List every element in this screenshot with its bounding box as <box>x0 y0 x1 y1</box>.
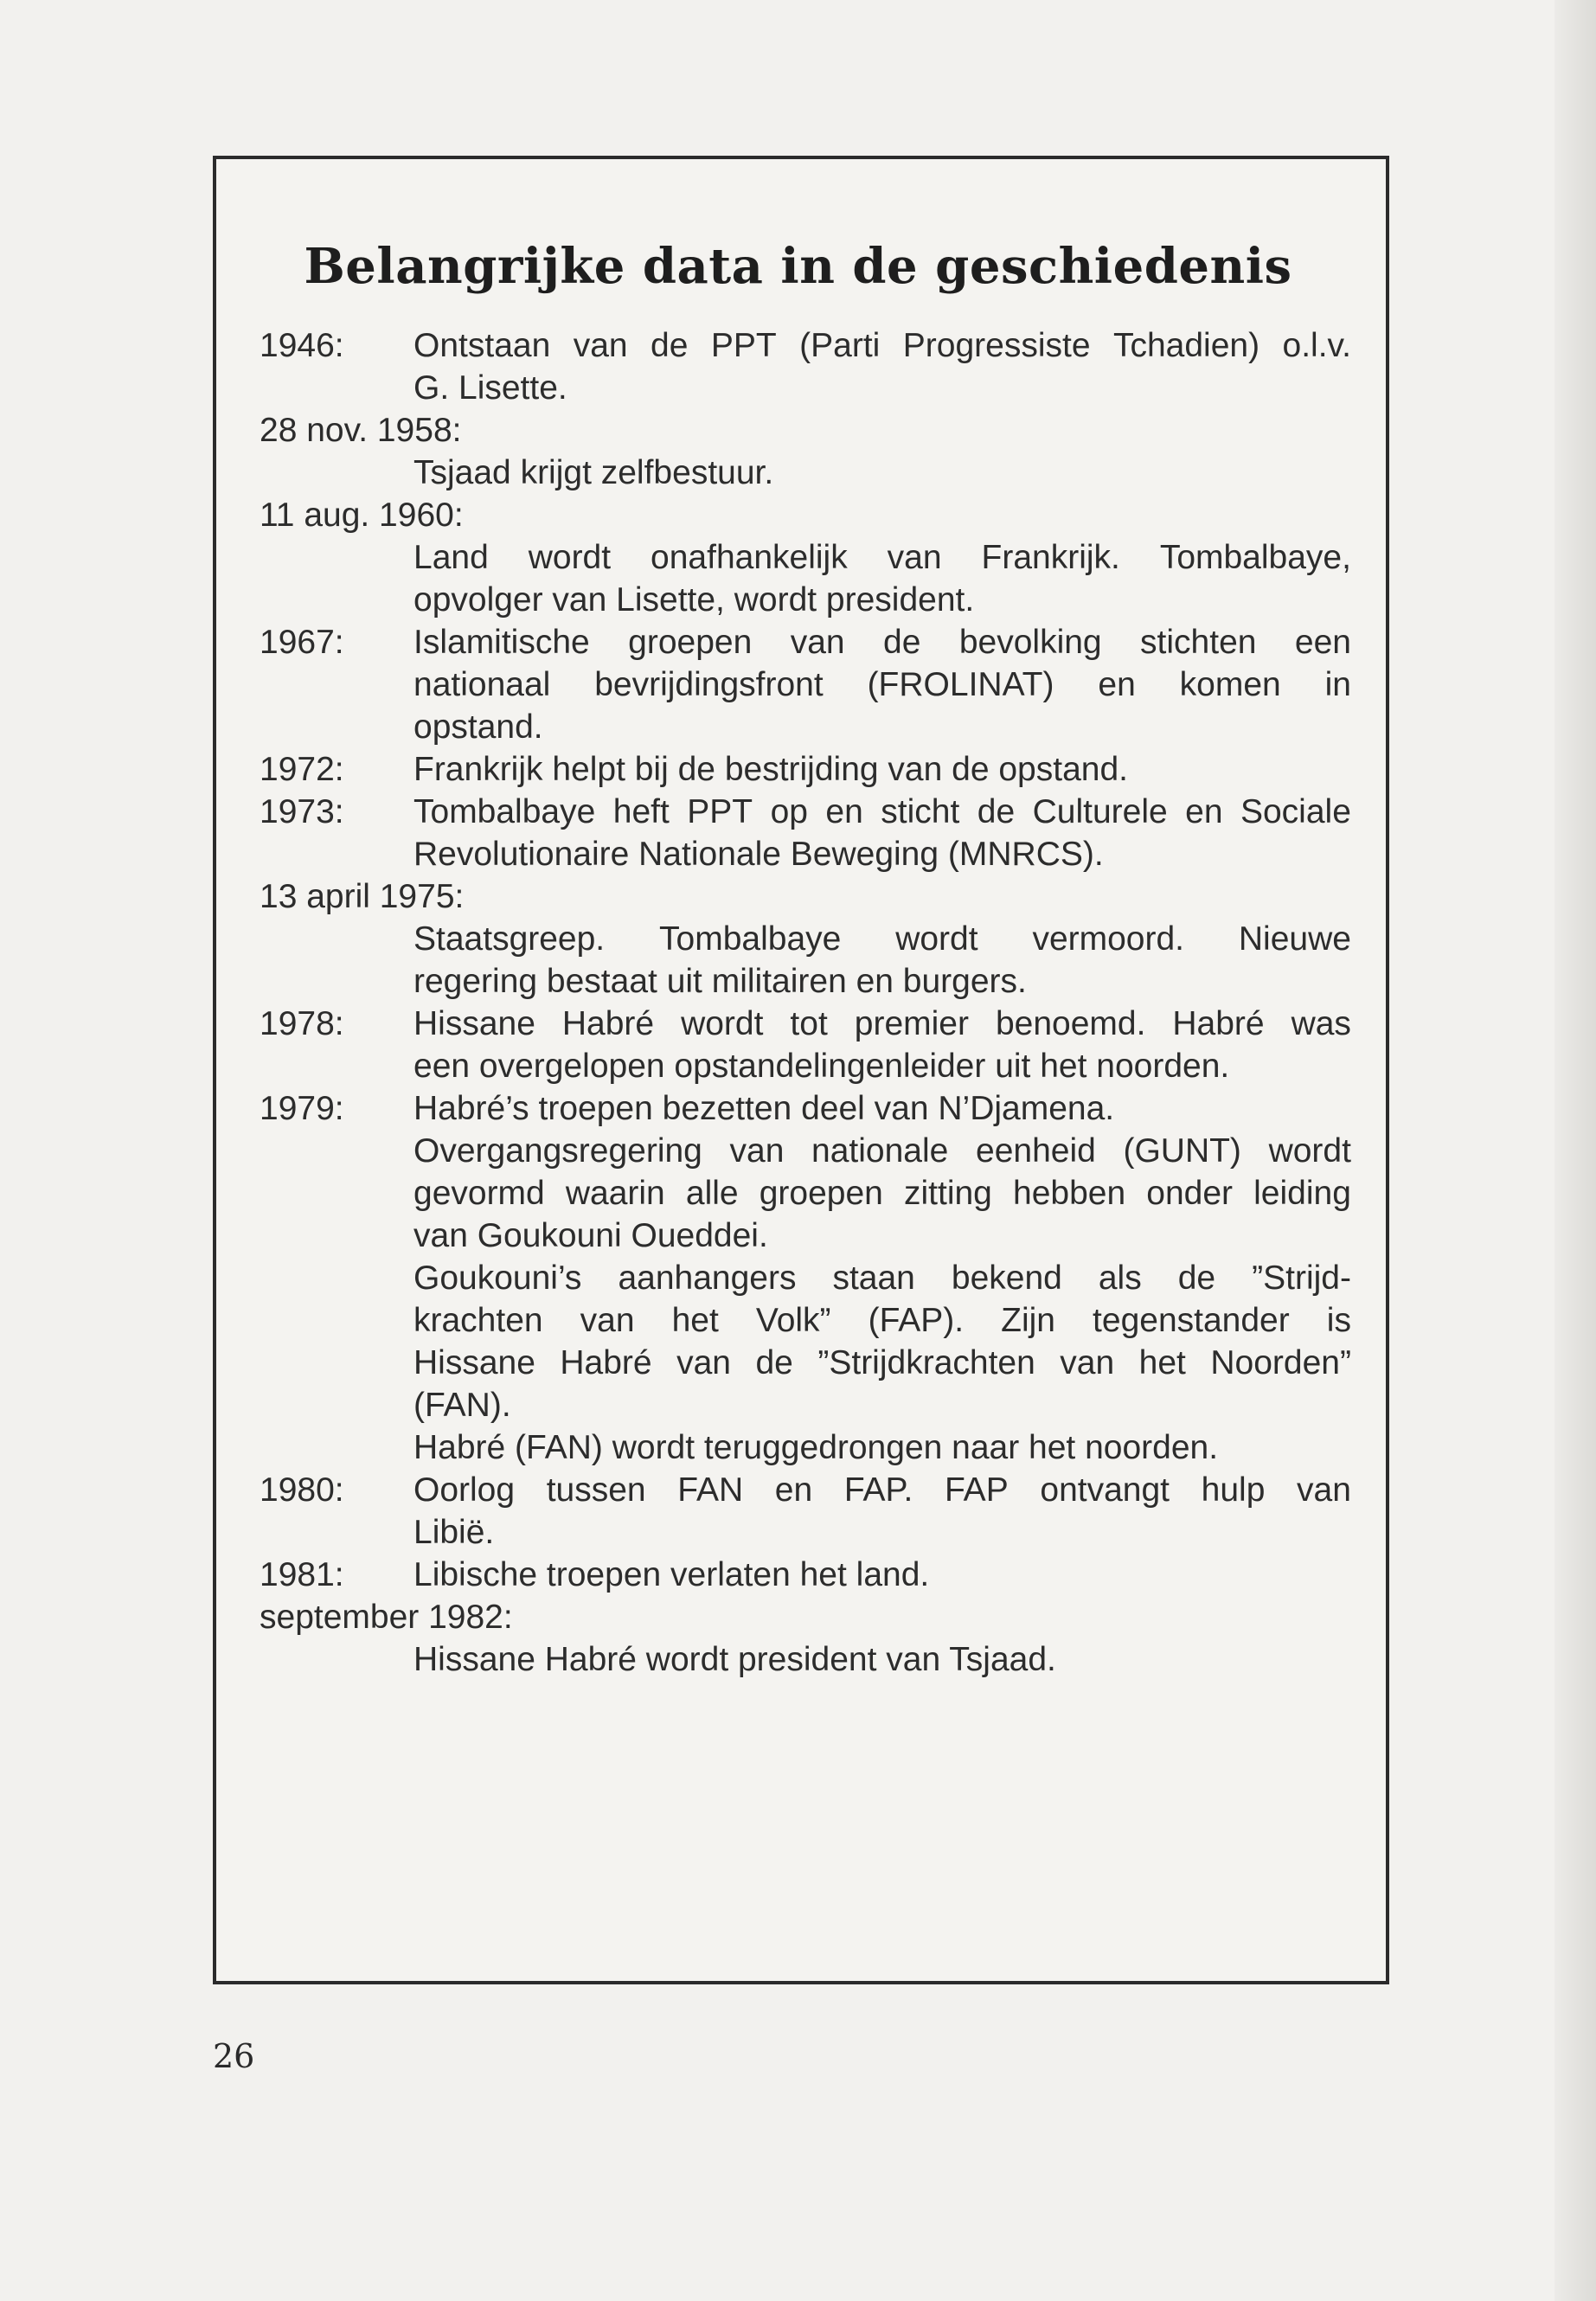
entry-line: opvolger van Lisette, wordt president. <box>413 581 975 619</box>
entry-text <box>413 1554 1351 1596</box>
timeline-entry <box>260 748 1351 791</box>
timeline-entry <box>260 494 1351 621</box>
entry-date: 1978: <box>260 1005 344 1042</box>
timeline-entry <box>260 409 1351 494</box>
entry-date: 13 april 1975: <box>260 878 465 915</box>
entry-date: 1972: <box>260 751 344 788</box>
entry-line: G. Lisette. <box>413 369 567 407</box>
entry-line: krachten van het Volk” (FAP). Zijn tegenstander is <box>413 1302 1351 1339</box>
entry-text <box>413 452 1351 494</box>
page-edge-shadow <box>1554 0 1596 2301</box>
timeline-entry <box>260 324 1351 409</box>
entry-line: Hissane Habré wordt tot premier benoemd. Habré was <box>413 1005 1351 1042</box>
entry-date: 1980: <box>260 1471 344 1509</box>
entry-line: van Goukouni Oueddei. <box>413 1217 768 1254</box>
entry-line: Habré (FAN) wordt teruggedrongen naar het noorden. <box>413 1429 1219 1466</box>
entry-line: Tsjaad krijgt zelfbestuur. <box>413 454 774 491</box>
entry-line: Libië. <box>413 1514 495 1551</box>
entry-line: Overgangsregering van nationale eenheid (GUNT) wordt <box>413 1132 1351 1170</box>
timeline-entry <box>260 791 1351 875</box>
entry-date: 28 nov. 1958: <box>260 412 462 449</box>
entry-date: 1946: <box>260 327 344 364</box>
entry-line: Ontstaan van de PPT (Parti Progressiste Tchadien) o.l.v. <box>413 327 1351 364</box>
timeline-entry <box>260 875 1351 1003</box>
entry-line: regering bestaat uit militairen en burgers. <box>413 963 1027 1000</box>
entry-line: opstand. <box>413 708 543 746</box>
entry-line: een overgelopen opstandelingenleider uit het noorden. <box>413 1048 1230 1085</box>
entry-text <box>413 1087 1351 1469</box>
page-title: Belangrijke data in de geschiedenis <box>304 238 1292 295</box>
entry-date: september 1982: <box>260 1599 513 1636</box>
entry-text <box>413 1469 1351 1554</box>
timeline-entry <box>260 1596 1351 1681</box>
entry-date: 1981: <box>260 1556 344 1593</box>
entry-line: Hissane Habré van de ”Strijdkrachten van het Noorden” <box>413 1344 1351 1381</box>
entry-line: Islamitische groepen van de bevolking stichten een <box>413 624 1351 661</box>
entry-text <box>413 748 1351 791</box>
entry-text <box>413 324 1351 409</box>
entry-text <box>413 1638 1351 1681</box>
entry-text <box>413 621 1351 748</box>
entry-line: Revolutionaire Nationale Beweging (MNRCS). <box>413 836 1104 873</box>
entry-date: 1967: <box>260 624 344 661</box>
entry-text <box>413 1003 1351 1087</box>
entry-date: 1979: <box>260 1090 344 1127</box>
entry-line: Land wordt onafhankelijk van Frankrijk. Tombalbaye, <box>413 539 1351 576</box>
entry-text <box>413 536 1351 621</box>
entry-line: nationaal bevrijdingsfront (FROLINAT) en komen in <box>413 666 1351 703</box>
entry-text <box>413 918 1351 1003</box>
timeline-entry <box>260 1469 1351 1554</box>
entry-line: Frankrijk helpt bij de bestrijding van de opstand. <box>413 751 1128 788</box>
timeline-entries <box>260 324 1351 1681</box>
timeline-entry <box>260 1554 1351 1596</box>
entry-line: Tombalbaye heft PPT op en sticht de Culturele en Sociale <box>413 793 1351 830</box>
entry-text <box>413 791 1351 875</box>
entry-line: Goukouni’s aanhangers staan bekend als de ”Strijd- <box>413 1259 1351 1297</box>
entry-line: (FAN). <box>413 1387 511 1424</box>
entry-line: Hissane Habré wordt president van Tsjaad. <box>413 1641 1056 1678</box>
entry-date: 11 aug. 1960: <box>260 497 464 534</box>
entry-date: 1973: <box>260 793 344 830</box>
entry-line: Staatsgreep. Tombalbaye wordt vermoord. Nieuwe <box>413 920 1351 958</box>
page-number: 26 <box>213 2037 255 2075</box>
timeline-entry <box>260 1003 1351 1087</box>
entry-line: Oorlog tussen FAN en FAP. FAP ontvangt hulp van <box>413 1471 1351 1509</box>
timeline-entry <box>260 621 1351 748</box>
entry-line: Libische troepen verlaten het land. <box>413 1556 930 1593</box>
entry-line: gevormd waarin alle groepen zitting hebben onder leiding <box>413 1175 1351 1212</box>
entry-line: Habré’s troepen bezetten deel van N’Djamena. <box>413 1090 1115 1127</box>
timeline-entry <box>260 1087 1351 1469</box>
